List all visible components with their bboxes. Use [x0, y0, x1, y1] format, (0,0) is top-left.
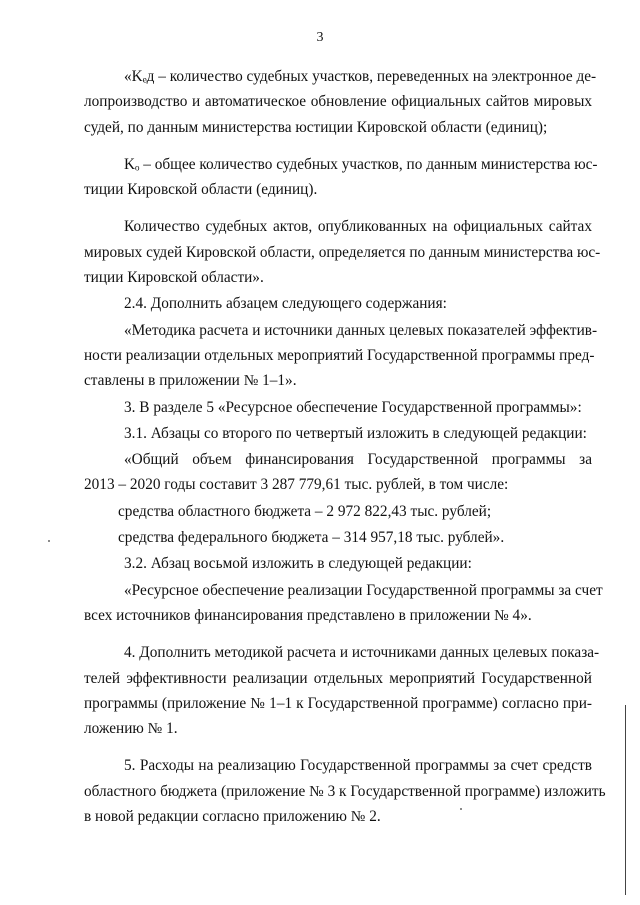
text-line: ности реализации отдельных мероприятий Государственной программы пред- — [84, 346, 595, 364]
text-line: 3. В разделе 5 «Ресурсное обеспечение Государственной программы»: — [124, 398, 582, 416]
document-body — [84, 64, 606, 829]
paragraph-item-4 — [84, 640, 600, 741]
paragraph-item-5 — [84, 753, 606, 829]
paragraph-methodology-quote — [84, 318, 598, 394]
text-line: мировых судей Кировской области, определяется по данным министерства юс- — [84, 243, 601, 261]
text-line: «Общий объем финансирования Государственной программы за — [124, 451, 592, 469]
text-line: всех источников финансирования представлено в приложении № 4». — [84, 606, 532, 624]
paragraph-acts-count — [84, 214, 601, 290]
paragraph-item-3-2 — [84, 551, 592, 576]
paragraph-regional-budget — [84, 499, 592, 524]
text-line: 5. Расходы на реализацию Государственной программы за счет средств — [124, 757, 592, 775]
paragraph-total-volume — [84, 447, 592, 498]
text-line: судей, по данным министерства юстиции Кировской области (единиц); — [84, 118, 548, 136]
paragraph-ko-definition — [84, 152, 598, 203]
text-line: областного бюджета (приложение № 3 к Государственной программе) изложить — [84, 782, 606, 800]
scan-edge-mark — [625, 705, 626, 895]
paragraph-item-2-4 — [84, 291, 592, 316]
text-line: 4. Дополнить методикой расчета и источниками данных целевых показа- — [124, 644, 600, 662]
text-line: «Ресурсное обеспечение реализации Государственной программы за счет — [124, 581, 603, 599]
text-line: 2.4. Дополнить абзацем следующего содержания: — [124, 295, 447, 313]
text-line: «Методика расчета и источники данных целевых показателей эффектив- — [124, 321, 598, 339]
text-line: средства областного бюджета – 2 972 822,43 тыс. рублей; — [118, 502, 492, 520]
text-line: в новой редакции согласно приложению № 2. — [84, 808, 381, 826]
text-line: тиции Кировской области (единиц). — [84, 181, 318, 199]
text-line: ставлены в приложении № 1–1». — [84, 372, 297, 390]
paragraph-item-3-1 — [84, 421, 592, 446]
paragraph-item-3 — [84, 395, 592, 420]
text-line: тиции Кировской области». — [84, 269, 264, 287]
scan-speck — [48, 540, 50, 542]
text-line: 2013 – 2020 годы составит 3 287 779,61 тыс. рублей, в том числе: — [84, 476, 509, 494]
text-line: Kₒ – общее количество судебных участков, по данным министерства юс- — [124, 155, 598, 173]
text-line: Количество судебных актов, опубликованных на официальных сайтах — [124, 218, 592, 236]
page-number: 3 — [316, 30, 324, 45]
paragraph-kel-definition — [84, 64, 597, 140]
text-line: лопроизводство и автоматическое обновление официальных сайтов мировых — [84, 93, 592, 111]
text-line: программы (приложение № 1–1 к Государственной программе) согласно при- — [84, 694, 592, 712]
text-line: 3.1. Абзацы со второго по четвертый изложить в следующей редакции: — [124, 424, 587, 442]
paragraph-federal-budget — [84, 525, 592, 550]
text-line: средства федерального бюджета – 314 957,18 тыс. рублей». — [118, 529, 505, 547]
text-line: 3.2. Абзац восьмой изложить в следующей редакции: — [124, 555, 472, 573]
text-line: ложению № 1. — [84, 720, 178, 738]
scan-speck — [460, 808, 462, 810]
paragraph-resource-quote — [84, 578, 603, 629]
text-line: телей эффективности реализации отдельных мероприятий Государственной — [84, 669, 592, 687]
text-line: «Kₑд – количество судебных участков, переведенных на электронное де- — [124, 68, 597, 85]
